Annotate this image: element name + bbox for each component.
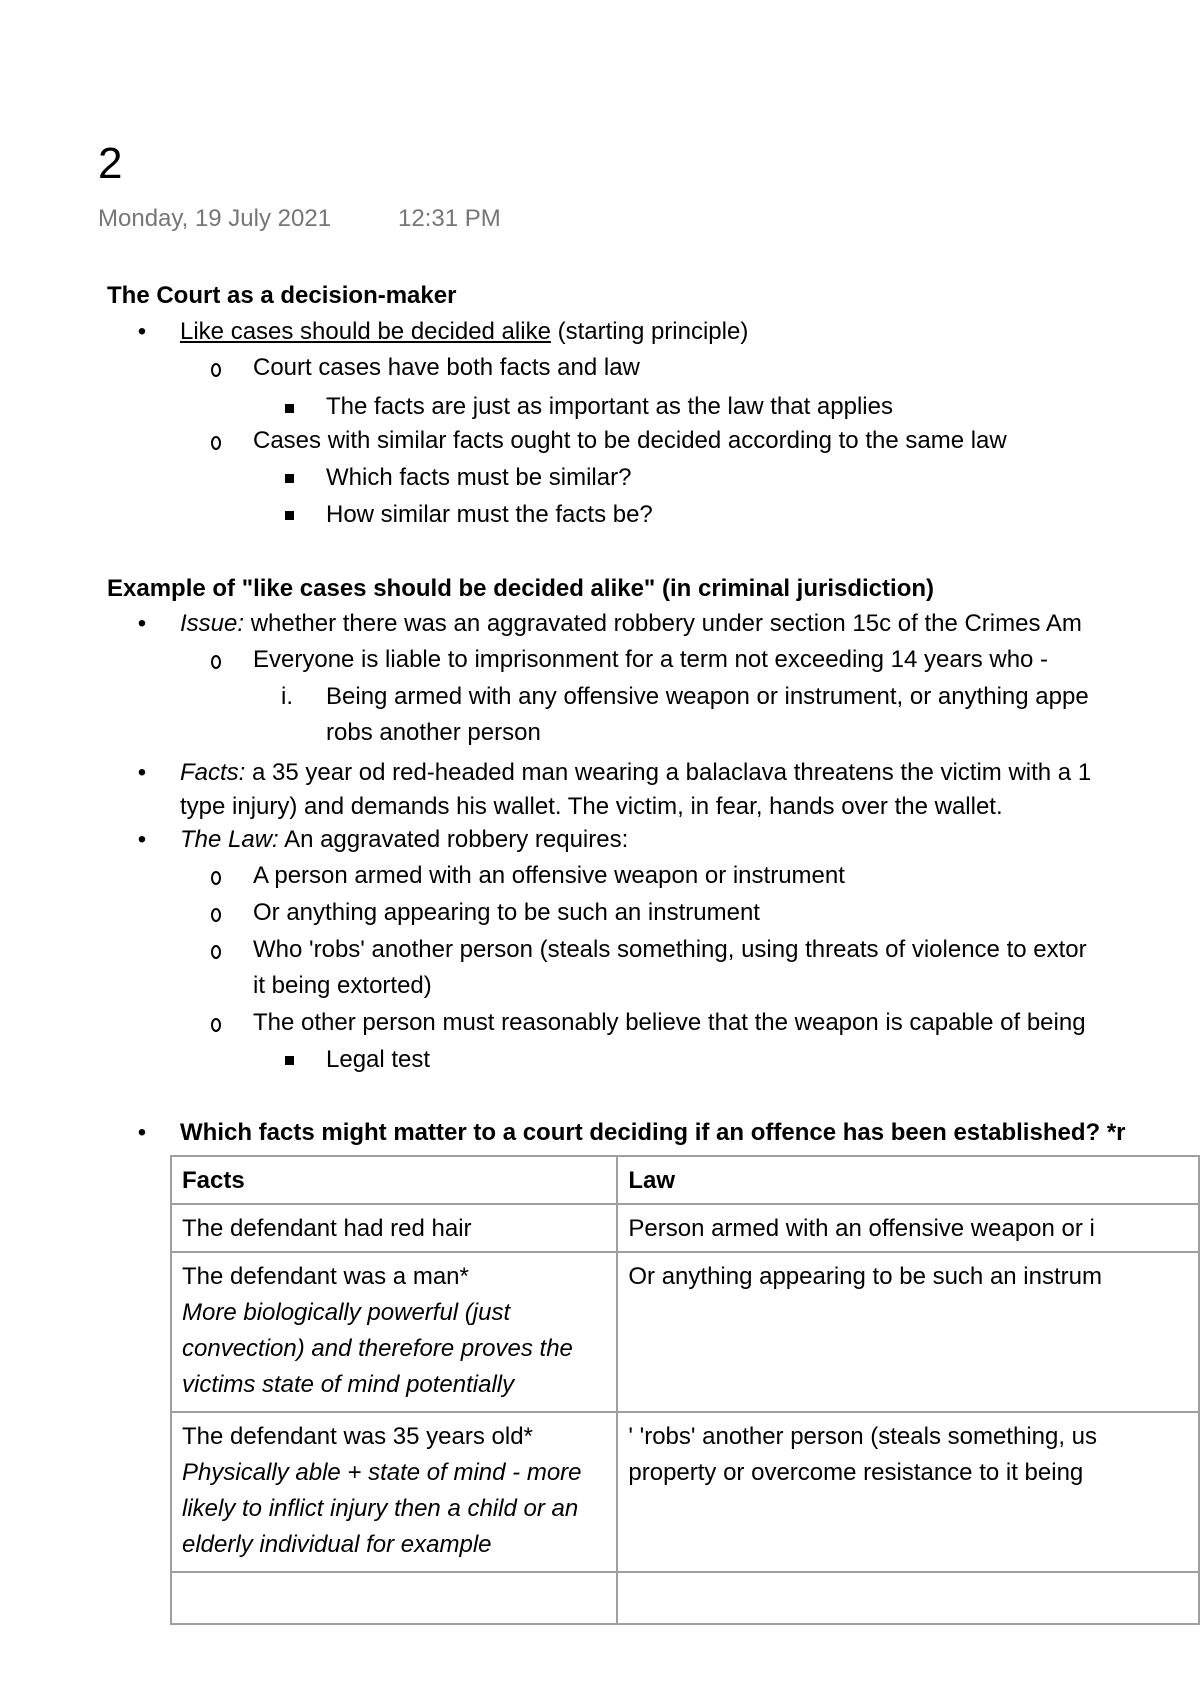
law-sub-robs-line1: Who 'robs' another person (steals something, using threats of violence to extor — [253, 936, 1087, 963]
bullet-circle — [211, 945, 221, 959]
issue-label: Issue: — [180, 610, 245, 637]
bullet-dot: • — [137, 826, 147, 853]
law-cell — [617, 1204, 1199, 1252]
law-sub-believe: The other person must reasonably believe that the weapon is capable of being — [253, 1009, 1086, 1036]
law-text: ' 'robs' another person (steals something, us — [628, 1423, 1098, 1450]
roman-item-line1: Being armed with any offensive weapon or instrument, or anything appe — [326, 683, 1089, 710]
facts-text-line1: a 35 year od red-headed man wearing a balaclava threatens the victim with a 1 — [245, 759, 1092, 786]
bullet-facts — [180, 756, 1091, 790]
table-row-partial — [171, 1572, 1199, 1624]
law-sub-appearing: Or anything appearing to be such an instrument — [253, 899, 760, 926]
section-heading-example: Example of "like cases should be decided alike" (in criminal jurisdiction) — [107, 575, 935, 602]
law-text: property or overcome resistance to it being — [628, 1459, 1084, 1486]
fact-text: The defendant was 35 years old* — [182, 1423, 533, 1450]
law-label: The Law: — [180, 826, 279, 853]
fact-cell-empty — [171, 1572, 617, 1624]
bullet-square — [285, 474, 294, 483]
fact-cell — [171, 1252, 617, 1412]
bullet-dot: • — [137, 1119, 147, 1146]
law-sub-legal-test: Legal test — [326, 1046, 431, 1073]
roman-marker: i. — [281, 683, 293, 710]
law-cell — [617, 1252, 1199, 1412]
principle-note: (starting principle) — [550, 318, 749, 345]
roman-item-line2: robs another person — [326, 719, 541, 746]
page-date: Monday, 19 July 2021 — [98, 205, 332, 232]
law-sub-robs-line2: it being extorted) — [253, 972, 432, 999]
bullet-circle — [211, 871, 221, 885]
fact-note-line: Physically able + state of mind - more — [182, 1459, 582, 1486]
bullet-circle — [211, 436, 221, 450]
bullet-dot: • — [137, 610, 147, 637]
table-row — [171, 1252, 1199, 1412]
header-facts: Facts — [171, 1156, 617, 1204]
header-law: Law — [617, 1156, 1199, 1204]
fact-text: The defendant had red hair — [182, 1215, 472, 1242]
facts-law-table — [170, 1155, 1200, 1625]
fact-note-line: likely to inflict injury then a child or an — [182, 1495, 579, 1522]
sub-sub-bullet-how-similar: How similar must the facts be? — [326, 501, 653, 528]
table-header-row — [171, 1156, 1199, 1204]
sub-bullet-similar-facts: Cases with similar facts ought to be decided according to the same law — [253, 427, 1007, 454]
page-time: 12:31 PM — [398, 205, 501, 232]
table-row — [171, 1412, 1199, 1572]
bullet-square — [285, 511, 294, 520]
fact-cell — [171, 1412, 617, 1572]
section-heading-court: The Court as a decision-maker — [107, 282, 457, 309]
facts-text-line2: type injury) and demands his wallet. The victim, in fear, hands over the wallet. — [180, 793, 1003, 820]
underlined-principle: Like cases should be decided alike — [180, 318, 551, 345]
fact-note-line: convection) and therefore proves the — [182, 1335, 573, 1362]
fact-cell — [171, 1204, 617, 1252]
law-cell — [617, 1412, 1199, 1572]
fact-note-line: More biologically powerful (just — [182, 1299, 511, 1326]
bullet-square — [285, 1056, 294, 1065]
bullet-issue — [180, 607, 1082, 641]
bullet-dot: • — [137, 318, 147, 345]
table-row — [171, 1204, 1199, 1252]
law-cell-empty — [617, 1572, 1199, 1624]
bullet-law — [180, 823, 628, 857]
bullet-circle — [211, 363, 221, 377]
bullet-circle — [211, 1018, 221, 1032]
fact-note-line: victims state of mind potentially — [182, 1371, 515, 1398]
fact-note-line: elderly individual for example — [182, 1531, 492, 1558]
question-which-facts: Which facts might matter to a court deciding if an offence has been established? *r — [180, 1119, 1126, 1146]
sub-bullet-facts-and-law: Court cases have both facts and law — [253, 354, 640, 381]
sub-bullet-liable: Everyone is liable to imprisonment for a term not exceeding 14 years who - — [253, 646, 1049, 673]
sub-sub-bullet-facts-important: The facts are just as important as the law that applies — [326, 393, 893, 420]
facts-label: Facts: — [180, 759, 246, 786]
law-text: An aggravated robbery requires: — [278, 826, 629, 853]
sub-sub-bullet-which-facts: Which facts must be similar? — [326, 464, 632, 491]
fact-text: The defendant was a man* — [182, 1263, 469, 1290]
bullet-like-cases — [180, 315, 748, 349]
issue-text: whether there was an aggravated robbery under section 15c of the Crimes Am — [244, 610, 1082, 637]
bullet-square — [285, 404, 294, 413]
bullet-circle — [211, 655, 221, 669]
bullet-circle — [211, 908, 221, 922]
law-text: Or anything appearing to be such an instrum — [628, 1263, 1102, 1290]
law-text: Person armed with an offensive weapon or i — [628, 1215, 1095, 1242]
page-title: 2 — [98, 139, 123, 188]
bullet-dot: • — [137, 759, 147, 786]
law-sub-armed: A person armed with an offensive weapon or instrument — [253, 862, 845, 889]
